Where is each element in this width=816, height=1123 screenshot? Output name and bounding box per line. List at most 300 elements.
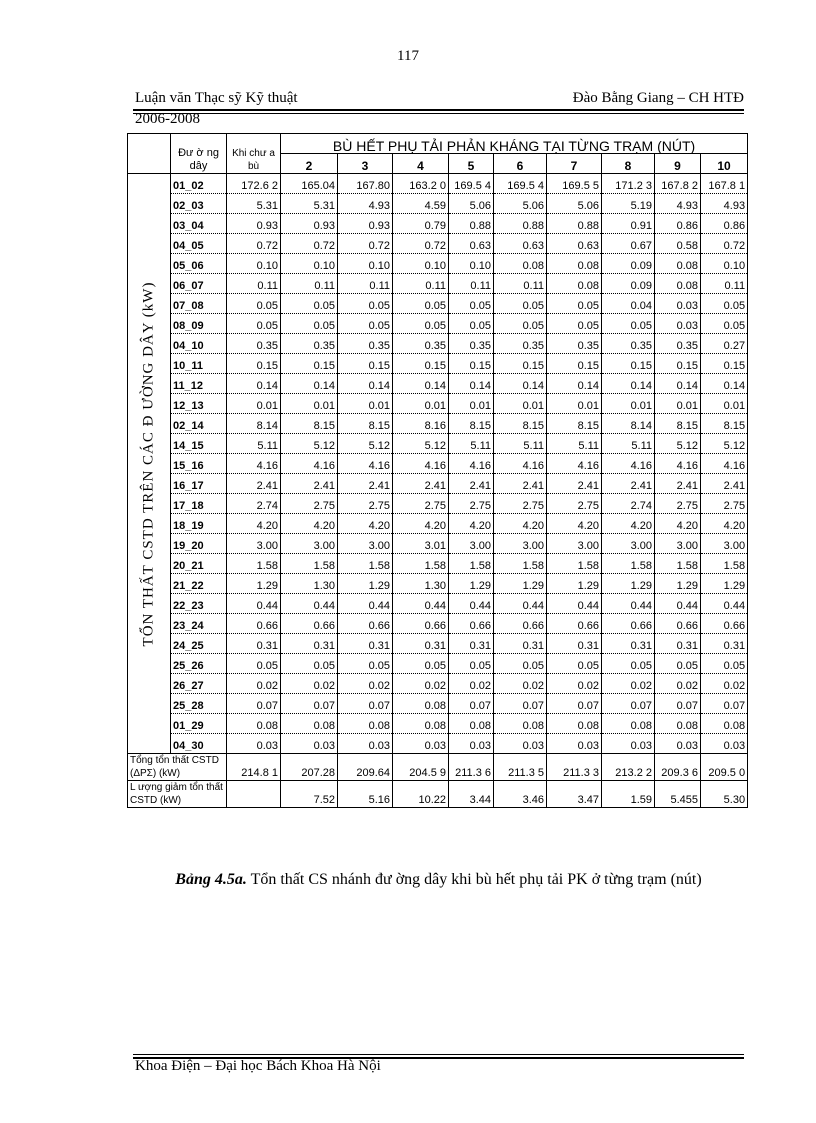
value-cell: 0.05 — [602, 314, 655, 334]
value-cell: 0.35 — [449, 334, 494, 354]
value-cell: 0.07 — [547, 694, 602, 714]
value-cell: 0.01 — [602, 394, 655, 414]
value-cell: 2.41 — [227, 474, 281, 494]
value-cell: 0.08 — [449, 714, 494, 734]
value-cell: 3.00 — [227, 534, 281, 554]
value-cell: 0.05 — [281, 314, 338, 334]
loss-reduction-row-value — [227, 781, 281, 808]
value-cell: 0.14 — [547, 374, 602, 394]
value-cell: 0.05 — [281, 294, 338, 314]
value-cell: 171.2 3 — [602, 174, 655, 194]
line-id-cell: 12_13 — [171, 394, 227, 414]
table-row — [128, 274, 748, 294]
value-cell: 4.16 — [227, 454, 281, 474]
value-cell: 2.41 — [449, 474, 494, 494]
line-id-cell: 25_26 — [171, 654, 227, 674]
value-cell: 0.66 — [449, 614, 494, 634]
value-cell: 0.05 — [655, 654, 701, 674]
value-cell: 0.14 — [338, 374, 393, 394]
line-id-cell: 21_22 — [171, 574, 227, 594]
value-cell: 0.11 — [701, 274, 748, 294]
value-cell: 2.41 — [602, 474, 655, 494]
station-col-header: 9 — [655, 154, 701, 174]
value-cell: 0.11 — [494, 274, 547, 294]
line-id-cell: 26_27 — [171, 674, 227, 694]
line-id-cell: 19_20 — [171, 534, 227, 554]
value-cell: 0.05 — [547, 294, 602, 314]
value-cell: 0.08 — [655, 274, 701, 294]
value-cell: 4.20 — [547, 514, 602, 534]
value-cell: 2.75 — [701, 494, 748, 514]
value-cell: 0.88 — [547, 214, 602, 234]
value-cell: 0.07 — [449, 694, 494, 714]
value-cell: 5.12 — [655, 434, 701, 454]
header-rule — [133, 109, 744, 111]
total-loss-row-value: 209.3 6 — [655, 754, 701, 781]
line-id-cell: 04_10 — [171, 334, 227, 354]
value-cell: 0.44 — [494, 594, 547, 614]
total-loss-row-value: 209.5 0 — [701, 754, 748, 781]
total-loss-row-value: 211.3 6 — [449, 754, 494, 781]
value-cell: 0.05 — [547, 654, 602, 674]
header-year: 2006-2008 — [135, 111, 200, 127]
value-cell: 4.20 — [655, 514, 701, 534]
line-id-cell: 05_06 — [171, 254, 227, 274]
value-cell: 0.01 — [655, 394, 701, 414]
value-cell: 2.74 — [227, 494, 281, 514]
table-row — [128, 314, 748, 334]
value-cell: 5.11 — [449, 434, 494, 454]
table-row — [128, 494, 748, 514]
value-cell: 5.31 — [227, 194, 281, 214]
value-cell: 0.31 — [547, 634, 602, 654]
value-cell: 3.00 — [449, 534, 494, 554]
value-cell: 0.11 — [449, 274, 494, 294]
line-id-cell: 11_12 — [171, 374, 227, 394]
table-body — [128, 174, 748, 808]
value-cell: 2.75 — [547, 494, 602, 514]
value-cell: 4.93 — [701, 194, 748, 214]
value-cell: 0.05 — [393, 654, 449, 674]
value-cell: 0.44 — [655, 594, 701, 614]
value-cell: 0.15 — [393, 354, 449, 374]
line-id-cell: 20_21 — [171, 554, 227, 574]
value-cell: 0.05 — [494, 294, 547, 314]
value-cell: 0.01 — [281, 394, 338, 414]
value-cell: 4.16 — [602, 454, 655, 474]
total-loss-row-value: 204.5 9 — [393, 754, 449, 781]
value-cell: 1.29 — [547, 574, 602, 594]
value-cell: 0.14 — [602, 374, 655, 394]
value-cell: 5.12 — [393, 434, 449, 454]
value-cell: 4.20 — [281, 514, 338, 534]
value-cell: 0.02 — [449, 674, 494, 694]
station-col-header: 10 — [701, 154, 748, 174]
value-cell: 0.79 — [393, 214, 449, 234]
value-cell: 3.00 — [701, 534, 748, 554]
value-cell: 0.09 — [602, 274, 655, 294]
value-cell: 0.03 — [602, 734, 655, 754]
table-row — [128, 394, 748, 414]
value-cell: 2.41 — [393, 474, 449, 494]
line-id-cell: 10_11 — [171, 354, 227, 374]
station-col-header: 3 — [338, 154, 393, 174]
table-corner — [128, 134, 171, 174]
loss-reduction-row-value: 5.455 — [655, 781, 701, 808]
value-cell: 2.75 — [494, 494, 547, 514]
value-cell: 4.16 — [449, 454, 494, 474]
line-id-cell: 22_23 — [171, 594, 227, 614]
value-cell: 4.93 — [655, 194, 701, 214]
value-cell: 4.20 — [393, 514, 449, 534]
line-id-cell: 14_15 — [171, 434, 227, 454]
value-cell: 8.14 — [227, 414, 281, 434]
value-cell: 5.11 — [494, 434, 547, 454]
value-cell: 0.72 — [338, 234, 393, 254]
loss-reduction-row — [128, 781, 748, 808]
total-loss-row-value: 211.3 5 — [494, 754, 547, 781]
value-cell: 4.20 — [602, 514, 655, 534]
value-cell: 0.31 — [494, 634, 547, 654]
value-cell: 0.02 — [494, 674, 547, 694]
value-cell: 0.66 — [655, 614, 701, 634]
page-number: 117 — [397, 48, 419, 64]
value-cell: 0.08 — [602, 714, 655, 734]
value-cell: 4.59 — [393, 194, 449, 214]
value-cell: 0.86 — [701, 214, 748, 234]
value-cell: 1.29 — [494, 574, 547, 594]
value-cell: 3.00 — [338, 534, 393, 554]
value-cell: 0.66 — [227, 614, 281, 634]
table-row — [128, 334, 748, 354]
value-cell: 0.31 — [338, 634, 393, 654]
value-cell: 0.01 — [547, 394, 602, 414]
value-cell: 0.05 — [227, 314, 281, 334]
value-cell: 0.66 — [547, 614, 602, 634]
value-cell: 0.02 — [338, 674, 393, 694]
value-cell: 5.06 — [494, 194, 547, 214]
value-cell: 0.31 — [701, 634, 748, 654]
value-cell: 2.74 — [602, 494, 655, 514]
value-cell: 0.44 — [449, 594, 494, 614]
loss-table — [127, 133, 748, 808]
value-cell: 2.75 — [449, 494, 494, 514]
value-cell: 0.86 — [655, 214, 701, 234]
value-cell: 0.05 — [281, 654, 338, 674]
value-cell: 0.04 — [602, 294, 655, 314]
value-cell: 0.02 — [701, 674, 748, 694]
value-cell: 0.63 — [547, 234, 602, 254]
loss-reduction-row-value: 3.44 — [449, 781, 494, 808]
value-cell: 0.03 — [393, 734, 449, 754]
value-cell: 4.16 — [494, 454, 547, 474]
value-cell: 0.05 — [701, 654, 748, 674]
value-cell: 0.44 — [281, 594, 338, 614]
value-cell: 0.01 — [393, 394, 449, 414]
value-cell: 0.31 — [281, 634, 338, 654]
value-cell: 0.05 — [393, 314, 449, 334]
value-cell: 4.20 — [494, 514, 547, 534]
line-id-cell: 01_29 — [171, 714, 227, 734]
caption-text: Tổn thất CS nhánh đư ờng dây khi bù hết phụ tải PK ở từng trạm (nút) — [246, 871, 702, 888]
value-cell: 0.35 — [494, 334, 547, 354]
value-cell: 1.58 — [547, 554, 602, 574]
value-cell: 0.01 — [449, 394, 494, 414]
value-cell: 1.29 — [338, 574, 393, 594]
value-cell: 0.44 — [227, 594, 281, 614]
total-loss-row-label: Tổng tổn thất CSTD (ΔPΣ) (kW) — [128, 754, 227, 781]
line-id-cell: 17_18 — [171, 494, 227, 514]
value-cell: 1.29 — [701, 574, 748, 594]
value-cell: 2.41 — [655, 474, 701, 494]
value-cell: 0.27 — [701, 334, 748, 354]
loss-reduction-row-value: 3.46 — [494, 781, 547, 808]
value-cell: 0.15 — [602, 354, 655, 374]
value-cell: 5.12 — [701, 434, 748, 454]
value-cell: 2.75 — [338, 494, 393, 514]
table-row — [128, 534, 748, 554]
value-cell: 1.58 — [393, 554, 449, 574]
table-row — [128, 474, 748, 494]
value-cell: 0.08 — [494, 714, 547, 734]
value-cell: 0.66 — [281, 614, 338, 634]
table-row — [128, 654, 748, 674]
value-cell: 3.00 — [547, 534, 602, 554]
loss-reduction-row-label: L ượng giảm tổn thất CSTD (kW) — [128, 781, 227, 808]
value-cell: 3.00 — [602, 534, 655, 554]
value-cell: 169.5 5 — [547, 174, 602, 194]
value-cell: 2.41 — [494, 474, 547, 494]
value-cell: 0.01 — [338, 394, 393, 414]
table-row — [128, 714, 748, 734]
header-thesis-title: Luận văn Thạc sỹ Kỹ thuật — [135, 90, 298, 106]
value-cell: 0.05 — [494, 314, 547, 334]
value-cell: 0.35 — [602, 334, 655, 354]
value-cell: 0.93 — [227, 214, 281, 234]
value-cell: 0.08 — [227, 714, 281, 734]
value-cell: 8.15 — [655, 414, 701, 434]
value-cell: 0.31 — [602, 634, 655, 654]
value-cell: 4.16 — [393, 454, 449, 474]
value-cell: 0.05 — [449, 314, 494, 334]
value-cell: 1.29 — [227, 574, 281, 594]
value-cell: 1.58 — [494, 554, 547, 574]
value-cell: 5.11 — [227, 434, 281, 454]
value-cell: 8.15 — [449, 414, 494, 434]
line-id-cell: 07_08 — [171, 294, 227, 314]
value-cell: 5.11 — [547, 434, 602, 454]
value-cell: 0.88 — [449, 214, 494, 234]
table-row — [128, 634, 748, 654]
value-cell: 0.72 — [281, 234, 338, 254]
value-cell: 0.31 — [393, 634, 449, 654]
value-cell: 8.15 — [281, 414, 338, 434]
table-row — [128, 254, 748, 274]
value-cell: 0.44 — [393, 594, 449, 614]
loss-reduction-row-value: 5.16 — [338, 781, 393, 808]
table-row — [128, 674, 748, 694]
value-cell: 2.41 — [701, 474, 748, 494]
value-cell: 0.02 — [393, 674, 449, 694]
value-cell: 0.91 — [602, 214, 655, 234]
value-cell: 0.14 — [494, 374, 547, 394]
value-cell: 0.14 — [655, 374, 701, 394]
value-cell: 0.31 — [227, 634, 281, 654]
line-id-cell: 04_05 — [171, 234, 227, 254]
value-cell: 0.15 — [701, 354, 748, 374]
value-cell: 4.16 — [547, 454, 602, 474]
value-cell: 0.01 — [227, 394, 281, 414]
table-row — [128, 574, 748, 594]
value-cell: 0.02 — [602, 674, 655, 694]
value-cell: 0.05 — [701, 314, 748, 334]
value-cell: 5.06 — [547, 194, 602, 214]
value-cell: 0.66 — [338, 614, 393, 634]
value-cell: 0.63 — [494, 234, 547, 254]
value-cell: 0.35 — [547, 334, 602, 354]
value-cell: 0.11 — [393, 274, 449, 294]
total-loss-row-value: 207.28 — [281, 754, 338, 781]
value-cell: 0.35 — [393, 334, 449, 354]
value-cell: 0.31 — [655, 634, 701, 654]
col-header-group: BÙ HẾT PHỤ TẢI PHẢN KHÁNG TẠI TỪNG TRẠM (NÚT) — [281, 134, 748, 154]
value-cell: 0.07 — [494, 694, 547, 714]
value-cell: 3.00 — [655, 534, 701, 554]
station-col-header: 8 — [602, 154, 655, 174]
value-cell: 0.08 — [655, 714, 701, 734]
value-cell: 4.20 — [449, 514, 494, 534]
station-col-header: 5 — [449, 154, 494, 174]
total-loss-row-value: 211.3 3 — [547, 754, 602, 781]
value-cell: 0.31 — [449, 634, 494, 654]
value-cell: 0.35 — [338, 334, 393, 354]
value-cell: 2.75 — [393, 494, 449, 514]
value-cell: 0.03 — [281, 734, 338, 754]
row-group-label-text: TỔN THẤT CSTD TRÊN CÁC Đ ƯỜNG DÂY (kW) — [140, 281, 157, 646]
value-cell: 0.14 — [449, 374, 494, 394]
value-cell: 0.05 — [227, 294, 281, 314]
value-cell: 0.05 — [393, 294, 449, 314]
value-cell: 0.03 — [449, 734, 494, 754]
table-row — [128, 214, 748, 234]
value-cell: 0.02 — [547, 674, 602, 694]
station-col-header: 7 — [547, 154, 602, 174]
value-cell: 0.63 — [449, 234, 494, 254]
line-id-cell: 16_17 — [171, 474, 227, 494]
value-cell: 0.05 — [338, 654, 393, 674]
value-cell: 0.14 — [227, 374, 281, 394]
value-cell: 0.07 — [338, 694, 393, 714]
value-cell: 0.15 — [338, 354, 393, 374]
value-cell: 0.05 — [227, 654, 281, 674]
value-cell: 0.10 — [281, 254, 338, 274]
value-cell: 0.15 — [449, 354, 494, 374]
line-id-cell: 23_24 — [171, 614, 227, 634]
table-row — [128, 694, 748, 714]
value-cell: 4.16 — [701, 454, 748, 474]
table-row — [128, 734, 748, 754]
value-cell: 1.58 — [602, 554, 655, 574]
value-cell: 8.15 — [701, 414, 748, 434]
value-cell: 0.15 — [227, 354, 281, 374]
value-cell: 5.06 — [449, 194, 494, 214]
value-cell: 0.10 — [393, 254, 449, 274]
value-cell: 8.15 — [547, 414, 602, 434]
value-cell: 0.07 — [701, 694, 748, 714]
value-cell: 0.72 — [701, 234, 748, 254]
value-cell: 0.44 — [338, 594, 393, 614]
value-cell: 0.08 — [655, 254, 701, 274]
value-cell: 0.05 — [701, 294, 748, 314]
loss-reduction-row-value: 10.22 — [393, 781, 449, 808]
value-cell: 8.14 — [602, 414, 655, 434]
table-row — [128, 294, 748, 314]
value-cell: 0.03 — [547, 734, 602, 754]
value-cell: 172.6 2 — [227, 174, 281, 194]
value-cell: 0.35 — [655, 334, 701, 354]
value-cell: 5.31 — [281, 194, 338, 214]
value-cell: 0.08 — [494, 254, 547, 274]
value-cell: 0.07 — [655, 694, 701, 714]
table-row — [128, 594, 748, 614]
value-cell: 0.11 — [281, 274, 338, 294]
value-cell: 4.20 — [701, 514, 748, 534]
value-cell: 0.05 — [494, 654, 547, 674]
value-cell: 8.16 — [393, 414, 449, 434]
value-cell: 4.16 — [338, 454, 393, 474]
value-cell: 3.00 — [494, 534, 547, 554]
value-cell: 1.29 — [655, 574, 701, 594]
value-cell: 4.20 — [227, 514, 281, 534]
value-cell: 5.19 — [602, 194, 655, 214]
header-rule-thin — [133, 113, 744, 114]
value-cell: 0.88 — [494, 214, 547, 234]
total-loss-row-value: 209.64 — [338, 754, 393, 781]
loss-reduction-row-value: 3.47 — [547, 781, 602, 808]
value-cell: 0.10 — [449, 254, 494, 274]
line-id-cell: 03_04 — [171, 214, 227, 234]
value-cell: 0.05 — [449, 294, 494, 314]
value-cell: 8.15 — [494, 414, 547, 434]
loss-reduction-row-value: 1.59 — [602, 781, 655, 808]
value-cell: 2.75 — [281, 494, 338, 514]
value-cell: 4.16 — [281, 454, 338, 474]
table-row — [128, 354, 748, 374]
table-caption — [133, 870, 744, 890]
value-cell: 0.93 — [338, 214, 393, 234]
value-cell: 4.20 — [338, 514, 393, 534]
value-cell: 1.30 — [393, 574, 449, 594]
value-cell: 0.58 — [655, 234, 701, 254]
value-cell: 0.07 — [227, 694, 281, 714]
value-cell: 0.05 — [338, 314, 393, 334]
value-cell: 0.11 — [227, 274, 281, 294]
value-cell: 0.08 — [338, 714, 393, 734]
value-cell: 2.41 — [281, 474, 338, 494]
footer-rule — [133, 1054, 744, 1055]
value-cell: 169.5 4 — [494, 174, 547, 194]
value-cell: 0.14 — [701, 374, 748, 394]
value-cell: 0.08 — [547, 254, 602, 274]
value-cell: 0.10 — [338, 254, 393, 274]
value-cell: 1.29 — [602, 574, 655, 594]
value-cell: 5.12 — [281, 434, 338, 454]
table-row — [128, 374, 748, 394]
table-row — [128, 614, 748, 634]
table-row — [128, 194, 748, 214]
total-loss-row-value: 213.2 2 — [602, 754, 655, 781]
total-loss-row — [128, 754, 748, 781]
